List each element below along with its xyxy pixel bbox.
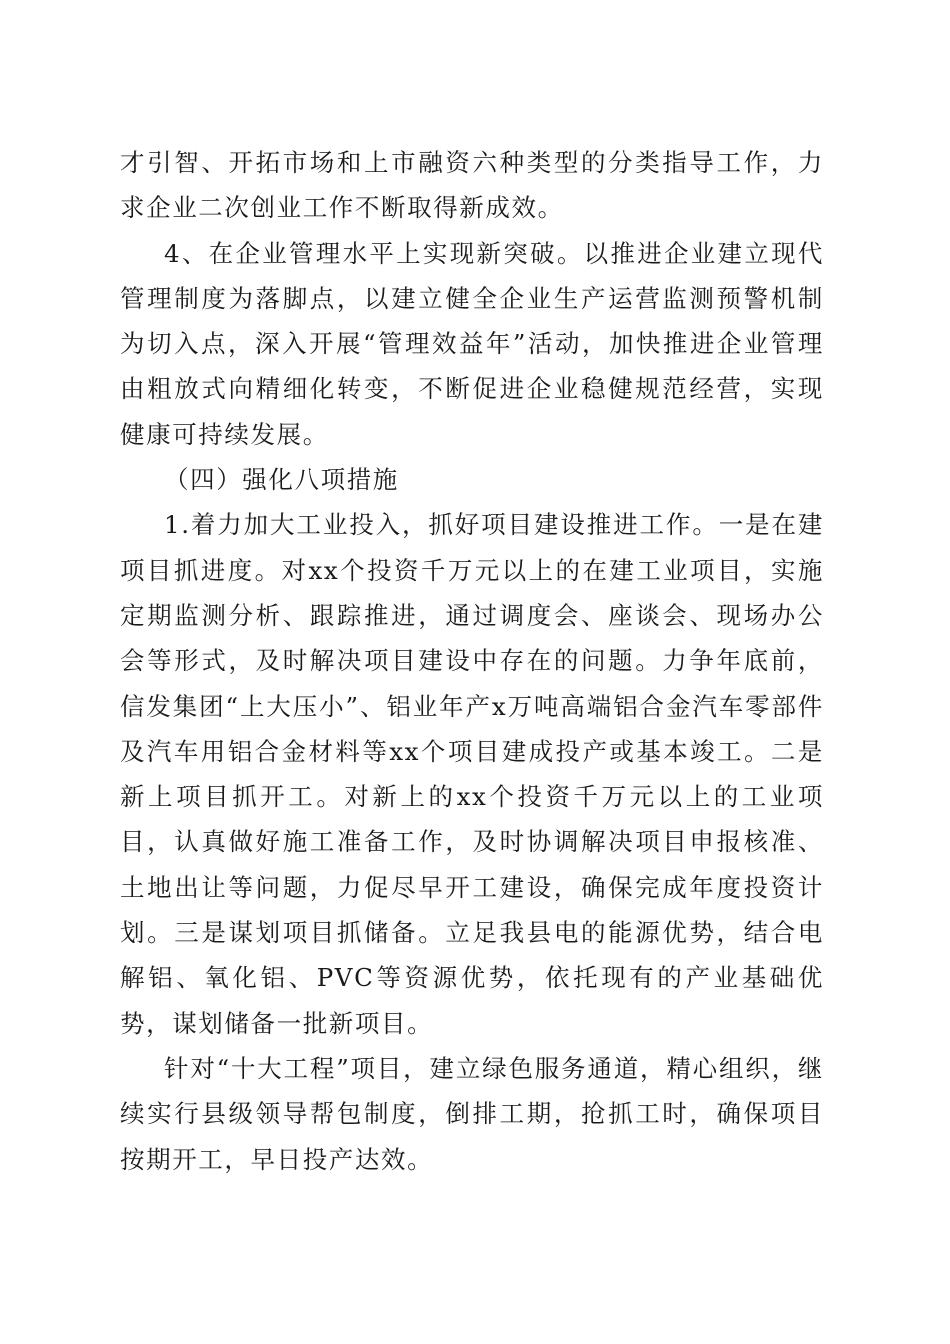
paragraph-management-breakthrough: 4、在企业管理水平上实现新突破。以推进企业建立现代管理制度为落脚点，以建立健全企业生产运营监测预警机制为切入点，深入开展“管理效益年”活动，加快推进企业管理由粗放式向精细化转变，不断促进企业稳健规范经营，实现健康可持续发展。 <box>120 238 824 449</box>
document-body <box>120 140 824 1182</box>
paragraph-industrial-investment: 1.着力加大工业投入，抓好项目建设推进工作。一是在建项目抓进度。对xx个投资千万元以上的在建工业项目，实施定期监测分析、跟踪推进，通过调度会、座谈会、现场办公会等形式，及时解决项目建设中存在的问题。力争年底前，信发集团“上大压小”、铝业年产x万吨高端铝合金汽车零部件及汽车用铝合金材料等xx个项目建成投产或基本竣工。二是新上项目抓开工。对新上的xx个投资千万元以上的工业项目，认真做好施工准备工作，及时协调解决项目申报核准、土地出让等问题，力促尽早开工建设，确保完成年度投资计划。三是谋划项目抓储备。立足我县电的能源优势，结合电解铝、氧化铝、PVC等资源优势，依托现有的产业基础优势，谋划储备一批新项目。 <box>120 510 824 1038</box>
section-heading-measures: （四）强化八项措施 <box>164 465 399 495</box>
paragraph-ten-projects: 针对“十大工程”项目，建立绿色服务通道，精心组织，继续实行县级领导帮包制度，倒排工期，抢抓工时，确保项目按期开工，早日投产达效。 <box>120 1053 824 1174</box>
paragraph-continuation: 才引智、开拓市场和上市融资六种类型的分类指导工作，力求企业二次创业工作不断取得新成效。 <box>120 148 824 223</box>
